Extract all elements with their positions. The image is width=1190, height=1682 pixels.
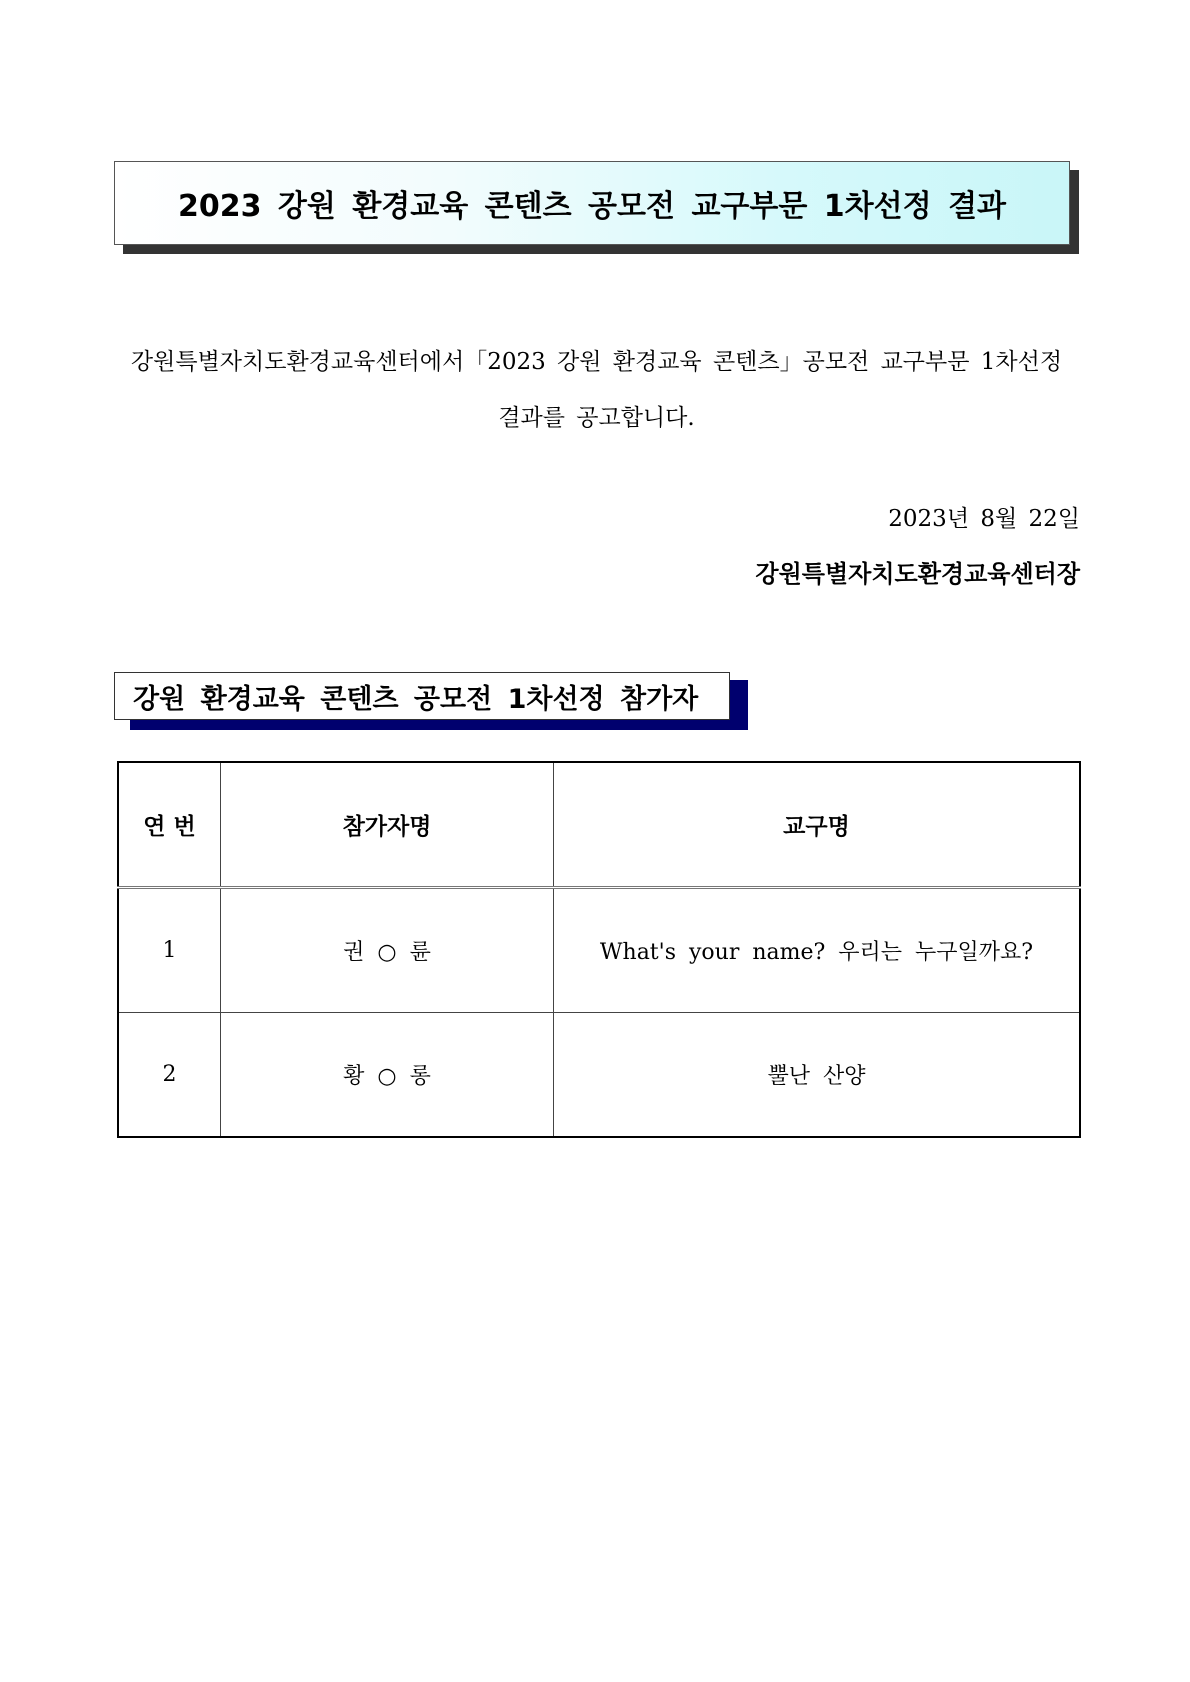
section-heading: 강원 환경교육 콘텐츠 공모전 1차선정 참가자	[133, 683, 699, 715]
table-row	[118, 888, 1080, 1013]
document-title: 2023 강원 환경교육 콘텐츠 공모전 교구부문 1차선정 결과	[177, 189, 1007, 224]
section-heading-box	[114, 672, 730, 720]
document-title-banner	[114, 161, 1070, 245]
cell-number: 2	[118, 1013, 221, 1138]
announcement-date: 2023년 8월 22일	[888, 506, 1080, 532]
announcement-line-1: 강원특별자치도환경교육센터에서「2023 강원 환경교육 콘텐츠」공모전 교구부문 1차선정	[130, 349, 1063, 375]
cell-participant: 권 ○ 륜	[221, 888, 554, 1013]
cell-participant: 황 ○ 롱	[221, 1013, 554, 1138]
cell-number: 1	[118, 888, 221, 1013]
title-banner-box	[114, 161, 1070, 245]
table-row	[118, 1013, 1080, 1138]
issuer-name: 강원특별자치도환경교육센터장	[755, 560, 1080, 588]
announcement-line-2: 결과를 공고합니다.	[498, 405, 695, 431]
announcement-paragraph	[114, 334, 1079, 446]
column-header-participant: 참가자명	[221, 762, 554, 888]
column-header-number: 연 번	[118, 762, 221, 888]
cell-teaching-tool: What's your name? 우리는 누구일까요?	[554, 888, 1081, 1013]
participants-table	[117, 761, 1081, 1138]
section-heading-banner	[114, 672, 730, 722]
cell-teaching-tool: 뿔난 산양	[554, 1013, 1081, 1138]
table-header-row	[118, 762, 1080, 888]
column-header-teaching-tool: 교구명	[554, 762, 1081, 888]
